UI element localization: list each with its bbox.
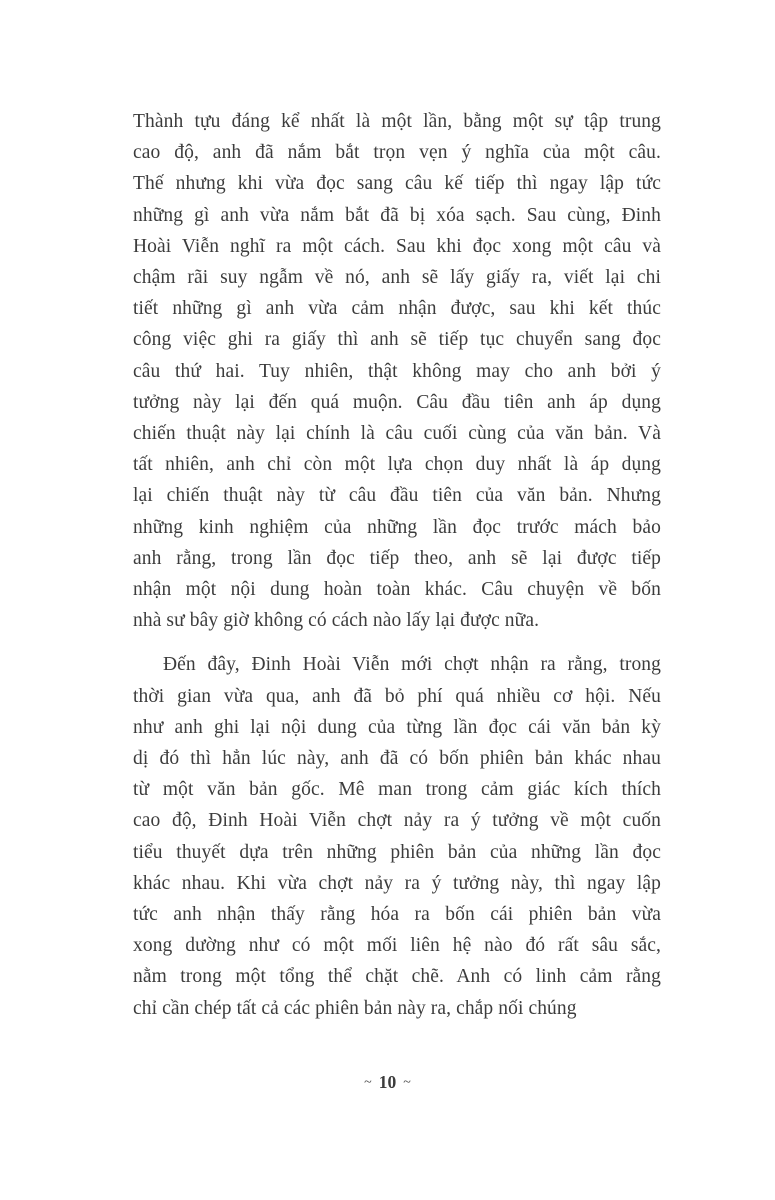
paragraph xyxy=(133,649,661,1023)
text-line: Thành tựu đáng kể nhất là một lần, bằng một sự tập trung xyxy=(133,111,661,132)
text-line: Hoài Viễn nghĩ ra một cách. Sau khi đọc xong một câu và xyxy=(133,235,661,257)
text-line: nằm trong một tổng thể chặt chẽ. Anh có linh cảm rằng xyxy=(133,966,661,988)
page-number-right-ornament: ~ xyxy=(403,1075,411,1090)
text-line: công việc ghi ra giấy thì anh sẽ tiếp tục chuyển sang đọc xyxy=(133,329,661,351)
text-line: những kinh nghiệm của những lần đọc trước mách bảo xyxy=(133,516,661,538)
text-line: tiết những gì anh vừa cảm nhận được, sau khi kết thúc xyxy=(133,298,661,320)
text-line: cao độ, anh đã nắm bắt trọn vẹn ý nghĩa của một câu. xyxy=(133,142,661,164)
text-line: chậm rãi suy ngẫm về nó, anh sẽ lấy giấy ra, viết lại chi xyxy=(133,267,661,289)
text-line: Thế nhưng khi vừa đọc sang câu kế tiếp thì ngay lập tức xyxy=(133,173,661,195)
text-line: dị đó thì hẳn lúc này, anh đã có bốn phiên bản khác nhau xyxy=(133,748,661,770)
page-text xyxy=(133,106,661,1024)
text-line: Đến đây, Đinh Hoài Viễn mới chợt nhận ra rằng, trong xyxy=(163,654,661,676)
text-line: khác nhau. Khi vừa chợt nảy ra ý tưởng này, thì ngay lập xyxy=(133,872,661,894)
text-line: như anh ghi lại nội dung của từng lần đọc cái văn bản kỳ xyxy=(133,716,661,738)
text-line: tức anh nhận thấy rằng hóa ra bốn cái phiên bản vừa xyxy=(133,904,661,926)
page-number-left-ornament: ~ xyxy=(364,1075,372,1090)
page-number-value: 10 xyxy=(378,1072,397,1092)
paragraph xyxy=(133,106,661,636)
text-line: từ một văn bản gốc. Mê man trong cảm giác kích thích xyxy=(133,779,661,801)
text-line: tưởng này lại đến quá muộn. Câu đầu tiên anh áp dụng xyxy=(133,391,661,413)
text-line: anh rằng, trong lần đọc tiếp theo, anh sẽ lại được tiếp xyxy=(133,547,661,569)
text-line: lại chiến thuật này từ câu đầu tiên của văn bản. Nhưng xyxy=(133,485,661,507)
text-line: tất nhiên, anh chỉ còn một lựa chọn duy nhất là áp dụng xyxy=(133,454,661,476)
text-line: những gì anh vừa nắm bắt đã bị xóa sạch. Sau cùng, Đinh xyxy=(133,204,661,226)
text-line: cao độ, Đinh Hoài Viễn chợt nảy ra ý tưởng về một cuốn xyxy=(133,810,661,832)
text-line: chỉ cần chép tất cả các phiên bản này ra, chắp nối chúng xyxy=(133,997,577,1019)
text-line: thời gian vừa qua, anh đã bỏ phí quá nhiều cơ hội. Nếu xyxy=(133,685,661,707)
text-line: chiến thuật này lại chính là câu cuối cùng của văn bản. Và xyxy=(133,423,661,445)
text-line: nhà sư bây giờ không có cách nào lấy lại được nữa. xyxy=(133,610,540,632)
text-line: tiểu thuyết dựa trên những phiên bản của những lần đọc xyxy=(133,841,661,863)
page-number xyxy=(0,1072,775,1093)
text-line: câu thứ hai. Tuy nhiên, thật không may cho anh bởi ý xyxy=(133,360,661,382)
text-line: nhận một nội dung hoàn toàn khác. Câu chuyện về bốn xyxy=(133,579,661,601)
text-line: xong dường như có một mối liên hệ nào đó rất sâu sắc, xyxy=(133,935,661,957)
